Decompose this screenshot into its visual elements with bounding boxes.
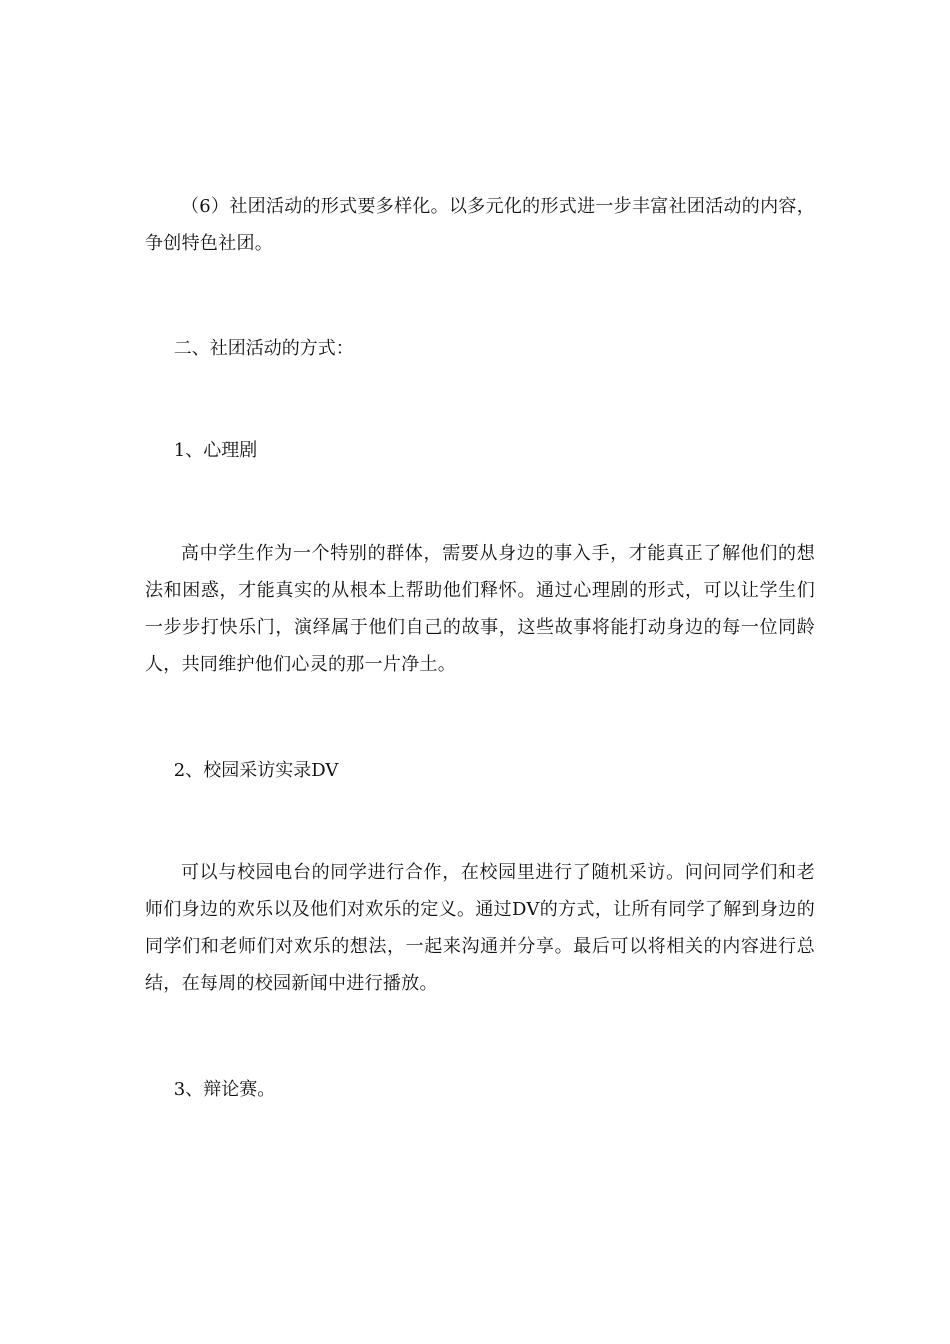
item-2-title: 2、校园采访实录DV bbox=[173, 760, 339, 781]
section-2-title: 二、社团活动的方式： bbox=[173, 338, 354, 359]
paragraph-6: （6）社团活动的形式要多样化。以多元化的形式进一步丰富社团活动的内容，争创特色社团。 bbox=[145, 196, 815, 254]
item-1-title: 1、心理剧 bbox=[173, 440, 258, 461]
item-3-title: 3、辩论赛。 bbox=[173, 1079, 276, 1100]
item-1-body: 高中学生作为一个特别的群体，需要从身边的事入手，才能真正了解他们的想法和困惑，才能真实的从根本上帮助他们释怀。通过心理剧的形式，可以让学生们一步步打快乐门，演绎属于他们自己的故事，这些故事将能打动身边的每一位同龄人，共同维护他们心灵的那一片净土。 bbox=[145, 543, 815, 675]
item-2-body: 可以与校园电台的同学进行合作，在校园里进行了随机采访。问问同学们和老师们身边的欢乐以及他们对欢乐的定义。通过DV的方式，让所有同学了解到身边的同学们和老师们对欢乐的想法，一起来沟通并分享。最后可以将相关的内容进行总结，在每周的校园新闻中进行播放。 bbox=[145, 862, 815, 994]
